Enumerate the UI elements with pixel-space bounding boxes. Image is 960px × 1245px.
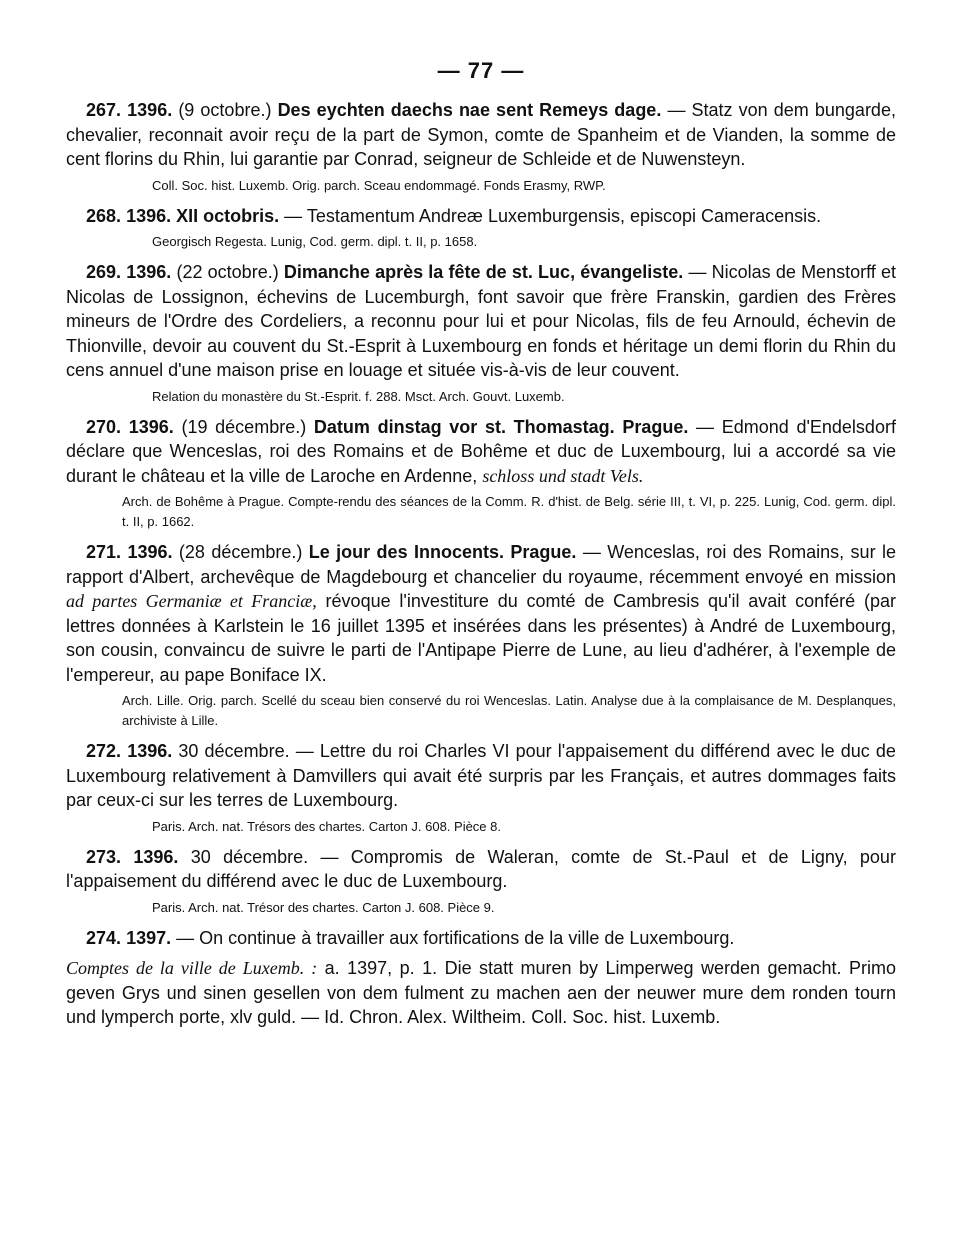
entry-body: — Edmond d'Endelsdorf déclare que Wenceslas, roi des Romains et de Bohême et duc de Luxembourg, lui a accordé sa vie durant le château et la ville de Laroche en Ardenne, <box>66 416 896 486</box>
entry-heading: Le jour des Innocents. Prague. <box>308 542 577 562</box>
entry-number: 271. <box>86 542 122 562</box>
entry-source: Arch. Lille. Orig. parch. Scellé du sceau bien conservé du roi Wenceslas. Latin. Analyse due à la complaisance de M. Desplanques, archiviste à Lille. <box>122 693 896 728</box>
entry-272 <box>66 739 896 837</box>
entry-number: 274. <box>86 927 122 948</box>
entry-text <box>66 415 896 489</box>
entry-text <box>66 845 896 894</box>
entry-number: 268. <box>86 205 122 226</box>
entry-text <box>66 926 896 951</box>
entry-year: 1396. <box>127 741 173 761</box>
entry-date: 30 décembre. <box>178 741 290 761</box>
entry-heading: XII octobris. <box>176 205 280 226</box>
entry-body-continued: révoque l'investiture du comté de Cambresis qu'il avait conféré (par lettres données à Karlstein le 16 juillet 1395 et insérées dans les présentes) à André de Luxembourg, son cousin, convaincu de suivre le parti de l'Antipape Pierre de Lune, au lieu d'adhérer, à l'exemple de l'empereur, au pape Boniface IX. <box>66 591 896 685</box>
entry-year: 1396. <box>127 542 173 562</box>
entry-source: Georgisch Regesta. Lunig, Cod. germ. dipl. t. II, p. 1658. <box>152 234 478 249</box>
entry-year: 1397. <box>126 927 172 948</box>
entry-body: — On continue à travailler aux fortifications de la ville de Luxembourg. <box>176 927 735 948</box>
entry-number: 272. <box>86 741 122 761</box>
entry-date: (19 décembre.) <box>181 416 307 437</box>
entry-date: (22 octobre.) <box>176 262 279 282</box>
entry-text <box>66 260 896 383</box>
entry-source: Arch. de Bohême à Prague. Compte-rendu des séances de la Comm. R. d'hist. de Belg. série III, t. VI, p. 225. Lunig, Cod. germ. dipl. t. II, p. 1662. <box>122 494 896 529</box>
entry-270 <box>66 415 896 533</box>
entry-heading: Datum dinstag vor st. Thomastag. Prague. <box>313 416 689 437</box>
document-page <box>66 58 896 1030</box>
closing-italic-source: Comptes de la ville de Luxemb. : <box>66 958 318 978</box>
entry-year: 1396. <box>128 416 174 437</box>
entry-274 <box>66 926 896 951</box>
closing-text: a. 1397, p. 1. Die statt muren by Limperweg werden gemacht. Primo geven Grys und sinen gesellen von dem fulment zu machen aen der neuwer mure dem ronden tourn und lymperch porte, xlv guld. — Id. Chron. Alex. Wiltheim. Coll. Soc. hist. Luxemb. <box>66 958 896 1027</box>
entry-year: 1396. <box>133 846 179 867</box>
entry-body: — Compromis de Waleran, comte de St.-Paul et de Ligny, pour l'appaisement du différend avec le duc de Luxembourg. <box>66 846 896 891</box>
entry-source: Paris. Arch. nat. Trésor des chartes. Carton J. 608. Pièce 9. <box>152 899 495 915</box>
page-number: — 77 — <box>437 58 525 83</box>
entry-number: 269. <box>86 262 122 282</box>
entry-text <box>66 204 896 229</box>
entry-body: — Testamentum Andreæ Luxemburgensis, episcopi Cameracensis. <box>284 205 822 226</box>
entry-italic-tail: schloss und stadt Vels. <box>482 465 644 486</box>
entry-number: 267. <box>86 100 122 120</box>
entry-text <box>66 98 896 172</box>
entry-body: — Lettre du roi Charles VI pour l'appaisement du différend avec le duc de Luxembourg relativement à Damvillers qui avait été surpris par les Français, et autres dommages faits par ceux-ci sur les terres de Luxembourg. <box>66 741 896 810</box>
entry-heading: Dimanche après la fête de st. Luc, évangeliste. <box>283 262 684 282</box>
entry-text <box>66 739 896 813</box>
entry-year: 1396. <box>126 205 172 226</box>
entry-source: Relation du monastère du St.-Esprit. f. 288. Msct. Arch. Gouvt. Luxemb. <box>152 388 565 404</box>
entry-italic-phrase: ad partes Germaniæ et Franciæ, <box>66 591 317 611</box>
entry-text <box>66 540 896 687</box>
entry-body: — Wenceslas, roi des Romains, sur le rapport d'Albert, archevêque de Magdebourg et chancelier du royaume, récemment envoyé en mission <box>66 542 896 587</box>
entry-date: 30 décembre. <box>190 846 309 867</box>
entry-273 <box>66 845 896 918</box>
entry-year: 1396. <box>126 262 172 282</box>
entry-body: — Statz von dem bungarde, chevalier, reconnait avoir reçu de la part de Symon, comte de Spanheim et de Vianden, la somme de cent florins du Rhin, lui garantie par Conrad, seigneur de Schleide et de Nuwensteyn. <box>66 100 896 169</box>
entry-number: 270. <box>86 416 122 437</box>
entry-date: (28 décembre.) <box>178 542 303 562</box>
entry-268 <box>66 204 896 253</box>
entry-source: Paris. Arch. nat. Trésors des chartes. Carton J. 608. Pièce 8. <box>152 818 501 834</box>
entry-source: Coll. Soc. hist. Luxemb. Orig. parch. Sceau endommagé. Fonds Erasmy, RWP. <box>152 177 606 193</box>
entry-date: (9 octobre.) <box>178 100 272 120</box>
entry-271 <box>66 540 896 731</box>
entry-number: 273. <box>86 846 122 867</box>
closing-paragraph <box>66 956 896 1030</box>
entry-body: — Nicolas de Menstorff et Nicolas de Lossignon, échevins de Lucemburgh, font savoir que frère Franskin, gardien des Frères mineurs de l'Ordre des Cordeliers, a reconnu pour lui et pour Nicolas, fils de feu Arnould, échevin de Thionville, devoir au couvent du St.-Esprit à Luxembourg en fonds et héritage un demi florin du Rhin du cens annuel d'une maison prise en louage et située vis-à-vis de leur couvent. <box>66 262 896 380</box>
entry-heading: Des eychten daechs nae sent Remeys dage. <box>277 100 662 120</box>
entry-year: 1396. <box>127 100 173 120</box>
entry-267 <box>66 98 896 196</box>
entry-269 <box>66 260 896 407</box>
